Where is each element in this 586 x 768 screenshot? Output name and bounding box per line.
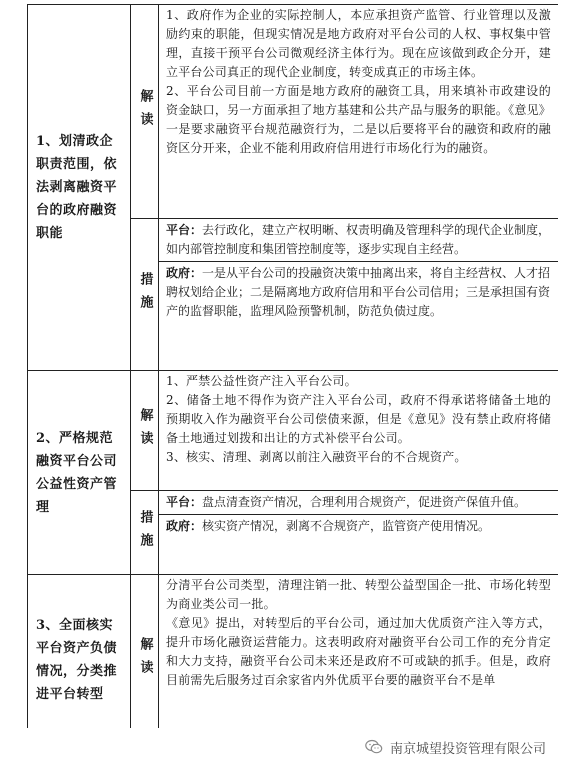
section-2-cuoshi-government-text: 核实资产情况，剥离不合规资产，监管资产使用情况。: [202, 519, 491, 533]
section-2-jiedu-text: 解读: [137, 407, 153, 454]
policy-table-document: [27, 4, 558, 728]
section-1-jiedu-para-1: 1、政府作为企业的实际控制人，本应承担资产监管、行业管理以及激励约束的职能，但现实情况是地方政府对平台公司的人权、事权集中管理，直接干预平台公司微观经济主体行为。现在应该做到政企分开，建立平台公司真正的现代企业制度，转变成真正的市场主体。: [166, 8, 551, 79]
section-1-cuoshi-label: [131, 219, 159, 371]
section-3-jiedu-content: [159, 575, 559, 729]
section-2-title: 2、严格规范融资平台公司公益性资产管理: [28, 371, 131, 575]
wechat-icon: [365, 739, 383, 755]
section-1-cuoshi-text: 措施: [137, 271, 153, 318]
section-2-cuoshi-platform-label: 平台：: [166, 495, 203, 509]
section-2-jiedu-para-2: 2、储备土地不得作为资产注入平台公司，政府不得承诺将储备土地的预期收入作为融资平台公司偿债来源，但是《意见》没有禁止政府将储备土地通过划拨和出让的方式补偿平台公司。: [166, 393, 551, 445]
section-1-cuoshi-government: [159, 261, 558, 323]
publisher-watermark: [365, 736, 546, 758]
section-1-cuoshi-government-text: 一是从平台公司的投融资决策中抽离出来，将自主经营权、人才招聘权划给企业；二是隔离地方政府信用和平台公司信用；三是承担国有资产的监督职能，监理风险预警机制，防范负债过度。: [166, 266, 551, 318]
section-1-cuoshi-platform-label: 平台：: [166, 223, 203, 237]
section-2-jiedu-para-3: 3、核实、清理、剥离以前注入融资平台的不合规资产。: [166, 450, 467, 464]
section-3-jiedu-para-2: 《意见》提出，对转型后的平台公司，通过加大优质资产注入等方式，提升市场化融资运营能力。这表明政府对融资平台公司工作的充分肯定和大力支持，融资平台公司未来还是政府不可或缺的抓手。但是，政府目前需先后服务过百余家省内外优质平台要的融资平台不是单: [166, 616, 551, 687]
section-2-jiedu-label: [131, 371, 159, 491]
section-1-jiedu-content: [159, 5, 559, 219]
section-1-cuoshi-platform: [159, 219, 558, 261]
section-2-cuoshi-platform-text: 盘点清查资产情况，合理利用合规资产，促进资产保值升值。: [202, 495, 527, 509]
section-2-cuoshi-government: [159, 514, 558, 538]
section-1-jiedu-text: 解读: [137, 88, 153, 135]
section-1-jiedu-label: [131, 5, 159, 219]
policy-interpretation-table: [27, 4, 558, 728]
section-3-jiedu-label: [131, 575, 159, 729]
section-2-cuoshi-platform: [159, 491, 558, 514]
section-2-jiedu-content: [159, 371, 559, 491]
section-1-cuoshi-platform-text: 去行政化，建立产权明晰、权责明确及管理科学的现代企业制度，如内部管控制度和集团管控制度等，逐步实现自主经营。: [166, 223, 551, 256]
section-1-title: 1、划清政企职责范围，依法剥离融资平台的政府融资职能: [28, 5, 131, 371]
section-1-cuoshi-government-label: 政府：: [166, 266, 203, 280]
section-1-jiedu-row: [28, 5, 559, 219]
section-3-title: 3、全面核实平台资产负债情况，分类推进平台转型: [28, 575, 131, 729]
section-2-cuoshi-government-label: 政府：: [166, 519, 203, 533]
section-3-jiedu-para-1: 分清平台公司类型，清理注销一批、转型公益型国企一批、市场化转型为商业类公司一批。: [166, 578, 551, 611]
section-2-jiedu-row: [28, 371, 559, 491]
publisher-name: 南京城望投资管理有限公司: [390, 740, 547, 756]
section-2-cuoshi-label: [131, 491, 159, 575]
section-3-jiedu-row: [28, 575, 559, 729]
section-2-jiedu-para-1: 1、严禁公益性资产注入平台公司。: [166, 374, 357, 388]
section-2-cuoshi-text: 措施: [137, 509, 153, 556]
section-3-jiedu-text: 解读: [137, 636, 153, 683]
section-1-cuoshi-content: [159, 219, 559, 371]
section-1-jiedu-para-2: 2、平台公司目前一方面是地方政府的融资工具，用来填补市政建设的资金缺口，另一方面承担了地方基建和公共产品与服务的职能。《意见》一是要求融资平台规范融资行为，二是以后要将平台的融资和政府的融资区分开来，企业不能利用政府信用进行市场化行为的融资。: [166, 84, 551, 155]
section-2-cuoshi-content: [159, 491, 559, 575]
